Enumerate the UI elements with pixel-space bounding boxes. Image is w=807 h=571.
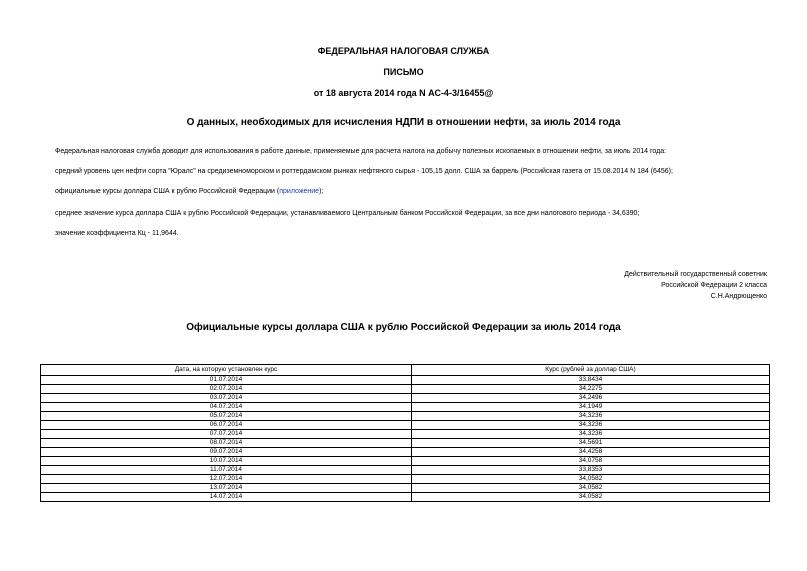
cell-date: 03.07.2014 — [41, 394, 412, 403]
signature-block — [467, 269, 767, 302]
table-row — [41, 403, 770, 412]
cell-rate: 34,3236 — [412, 430, 770, 439]
cell-rate: 34,2275 — [412, 385, 770, 394]
table-row — [41, 385, 770, 394]
table-row — [41, 475, 770, 484]
cell-date: 06.07.2014 — [41, 421, 412, 430]
paragraph-intro: Федеральная налоговая служба доводит для использования в работе данные, применяемые для расчета налога на добычу полезных ископаемых в отношении нефти, за июль 2014 года: — [55, 148, 667, 155]
cell-rate: 34,0582 — [412, 484, 770, 493]
paragraph-exchange-rates-text: официальные курсы доллара США к рублю Российской Федерации ( — [55, 188, 280, 195]
signature-rank: Российской Федерации 2 класса — [661, 282, 767, 289]
table-row — [41, 457, 770, 466]
table-row — [41, 448, 770, 457]
cell-date: 04.07.2014 — [41, 403, 412, 412]
cell-rate: 34,0758 — [412, 457, 770, 466]
cell-date: 10.07.2014 — [41, 457, 412, 466]
cell-date: 12.07.2014 — [41, 475, 412, 484]
cell-date: 09.07.2014 — [41, 448, 412, 457]
cell-date: 14.07.2014 — [41, 493, 412, 502]
document-date-number: от 18 августа 2014 года N АС-4-3/16455@ — [313, 88, 494, 98]
cell-date: 08.07.2014 — [41, 439, 412, 448]
table-row — [41, 439, 770, 448]
paragraph-average-rate: среднее значение курса доллара США к рублю Российской Федерации, устанавливаемого Центральным банком Российской Федерации, за все дни налогового периода - 34,6390; — [55, 210, 640, 217]
table-row — [41, 421, 770, 430]
table-title: Официальные курсы доллара США к рублю Российской Федерации за июль 2014 года — [186, 322, 621, 333]
cell-date: 13.07.2014 — [41, 484, 412, 493]
column-header-rate: Курс (рублей за доллар США) — [412, 365, 770, 376]
table-header-row — [41, 365, 770, 376]
cell-rate: 34,0582 — [412, 475, 770, 484]
cell-rate: 33,8434 — [412, 376, 770, 385]
cell-date: 11.07.2014 — [41, 466, 412, 475]
cell-rate: 33,8353 — [412, 466, 770, 475]
cell-date: 05.07.2014 — [41, 412, 412, 421]
table-row — [41, 466, 770, 475]
cell-date: 02.07.2014 — [41, 385, 412, 394]
table-row — [41, 430, 770, 439]
cell-rate: 34,5691 — [412, 439, 770, 448]
paragraph-coefficient: значение коэффициента Кц - 11,9644. — [55, 230, 179, 237]
paragraph-exchange-rates-end: ); — [319, 188, 324, 195]
appendix-link[interactable]: приложение — [279, 188, 320, 195]
cell-rate: 34,3236 — [412, 412, 770, 421]
cell-date: 07.07.2014 — [41, 430, 412, 439]
document-subject: О данных, необходимых для исчисления НДПИ в отношении нефти, за июль 2014 года — [186, 117, 621, 128]
paragraph-exchange-rates — [55, 188, 785, 195]
table-row — [41, 376, 770, 385]
column-header-date: Дата, на которую установлен курс — [41, 365, 412, 376]
table-row — [41, 394, 770, 403]
signature-name: С.Н.Андрющенко — [710, 293, 767, 300]
table-row — [41, 493, 770, 502]
cell-rate: 34,1949 — [412, 403, 770, 412]
signature-title: Действительный государственный советник — [624, 271, 767, 278]
agency-name: ФЕДЕРАЛЬНАЯ НАЛОГОВАЯ СЛУЖБА — [317, 46, 490, 56]
paragraph-oil-price: средний уровень цен нефти сорта "Юралс" на средиземноморском и роттердамском рынках нефтяного сырья - 105,15 долл. США за баррель (Российская газета от 15.08.2014 N 184 (6456); — [55, 168, 673, 175]
table-row — [41, 412, 770, 421]
cell-rate: 34,2496 — [412, 394, 770, 403]
document-type: ПИСЬМО — [383, 67, 424, 77]
cell-rate: 34,0582 — [412, 493, 770, 502]
table-row — [41, 484, 770, 493]
cell-rate: 34,4258 — [412, 448, 770, 457]
cell-rate: 34,3236 — [412, 421, 770, 430]
cell-date: 01.07.2014 — [41, 376, 412, 385]
rates-table — [40, 364, 770, 502]
